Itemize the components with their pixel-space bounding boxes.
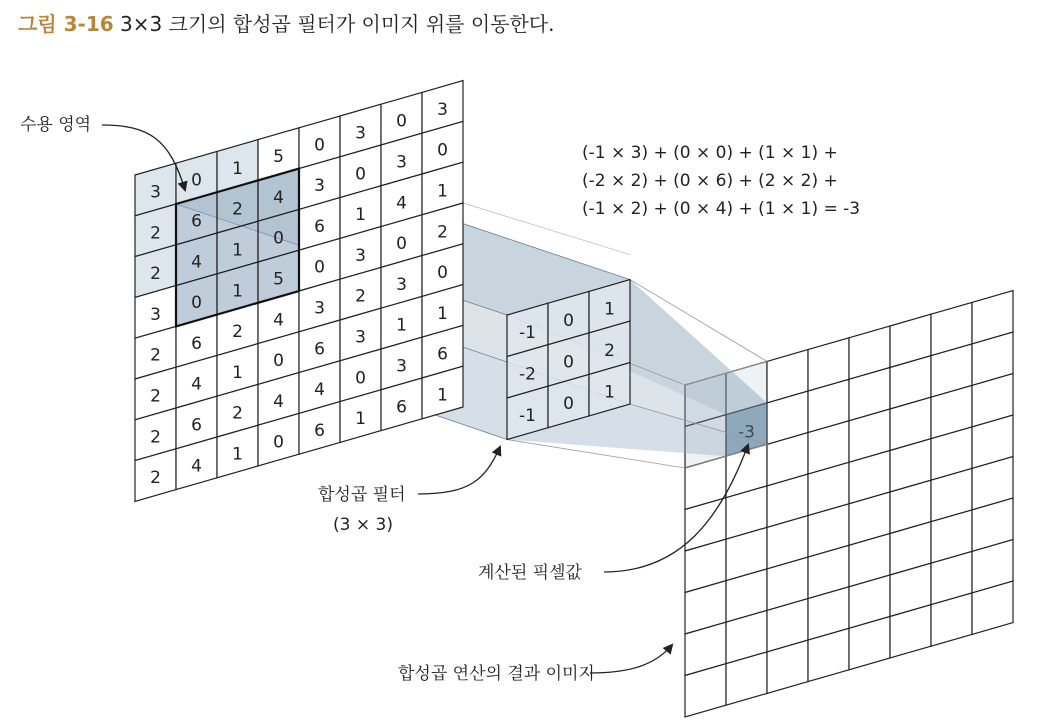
input-value: 0	[273, 228, 284, 249]
input-grid	[135, 81, 463, 502]
input-value: 3	[437, 99, 448, 120]
input-value: 1	[396, 315, 407, 336]
input-value: 2	[150, 386, 161, 407]
input-value: 3	[355, 245, 366, 266]
result-image-label: 합성곱 연산의 결과 이미지	[398, 664, 595, 684]
input-value: 3	[150, 304, 161, 325]
input-value: 0	[437, 140, 448, 161]
filter-value: 0	[563, 352, 574, 373]
input-value: 4	[396, 193, 407, 214]
filter-value: -1	[519, 405, 536, 426]
input-value: 0	[355, 164, 366, 185]
filter-value: 0	[563, 311, 574, 332]
formula-line-1: (-1 × 3) + (0 × 0) + (1 × 1) +	[582, 143, 838, 163]
input-value: 0	[437, 263, 448, 284]
filter-value: -1	[519, 322, 536, 343]
input-value: 1	[232, 158, 243, 179]
input-value: 3	[396, 356, 407, 377]
input-value: 1	[437, 303, 448, 324]
input-value: 4	[191, 456, 202, 477]
filter-label: 합성곱 필터	[318, 485, 406, 505]
input-value: 5	[273, 269, 284, 290]
input-value: 2	[150, 264, 161, 285]
input-value: 6	[396, 397, 407, 418]
input-value: 6	[314, 216, 325, 237]
input-value: 2	[232, 322, 243, 343]
formula-line-2: (-2 × 2) + (0 × 6) + (2 × 2) +	[582, 171, 838, 191]
receptive-field-label: 수용 영역	[20, 115, 92, 135]
filter-value: 2	[604, 340, 615, 361]
input-value: 6	[191, 211, 202, 232]
input-value: 2	[232, 403, 243, 424]
input-value: 0	[396, 111, 407, 132]
input-value: 1	[355, 205, 366, 226]
input-value: 2	[232, 199, 243, 220]
output-value: -3	[738, 422, 755, 443]
input-value: 4	[191, 252, 202, 273]
input-value: 1	[232, 362, 243, 383]
computed-pixel-label: 계산된 픽셀값	[478, 563, 582, 583]
input-value: 0	[314, 257, 325, 278]
input-value: 3	[396, 152, 407, 173]
input-value: 0	[355, 368, 366, 389]
filter-value: -2	[519, 364, 536, 385]
input-value: 4	[191, 374, 202, 395]
input-value: 0	[273, 432, 284, 453]
input-value: 2	[355, 286, 366, 307]
caption-text: 3×3 크기의 합성곱 필터가 이미지 위를 이동한다.	[120, 12, 555, 36]
input-value: 4	[273, 391, 284, 412]
input-value: 3	[396, 274, 407, 295]
caption-number: 그림 3-16	[18, 12, 114, 36]
input-value: 2	[437, 222, 448, 243]
input-value: 6	[314, 339, 325, 360]
input-value: 0	[396, 234, 407, 255]
input-value: 6	[314, 420, 325, 441]
filter-arrow	[418, 447, 500, 494]
input-value: 6	[191, 415, 202, 436]
input-value: 3	[314, 298, 325, 319]
input-value: 1	[232, 240, 243, 261]
input-value: 3	[150, 182, 161, 203]
input-value: 6	[191, 333, 202, 354]
result-image-arrow	[590, 645, 672, 673]
input-value: 1	[232, 444, 243, 465]
input-value: 2	[150, 427, 161, 448]
filter-size-label: (3 × 3)	[333, 515, 393, 535]
input-value: 5	[273, 147, 284, 168]
input-value: 1	[232, 281, 243, 302]
formula-line-3: (-1 × 2) + (0 × 4) + (1 × 1) = -3	[582, 199, 861, 219]
input-value: 1	[437, 181, 448, 202]
input-value: 3	[314, 176, 325, 197]
input-value: 2	[150, 223, 161, 244]
output-grid	[685, 291, 1013, 717]
input-value: 4	[273, 187, 284, 208]
input-value: 3	[355, 327, 366, 348]
input-value: 0	[191, 293, 202, 314]
input-value: 0	[314, 135, 325, 156]
input-value: 1	[437, 385, 448, 406]
input-value: 2	[150, 468, 161, 489]
input-value: 3	[355, 123, 366, 144]
filter-value: 0	[563, 394, 574, 415]
input-value: 1	[355, 409, 366, 430]
input-value: 2	[150, 345, 161, 366]
filter-value: 1	[604, 382, 615, 403]
input-value: 0	[191, 170, 202, 191]
input-value: 6	[437, 344, 448, 365]
input-value: 4	[273, 310, 284, 331]
input-value: 0	[273, 351, 284, 372]
filter-value: 1	[604, 299, 615, 320]
input-value: 4	[314, 380, 325, 401]
